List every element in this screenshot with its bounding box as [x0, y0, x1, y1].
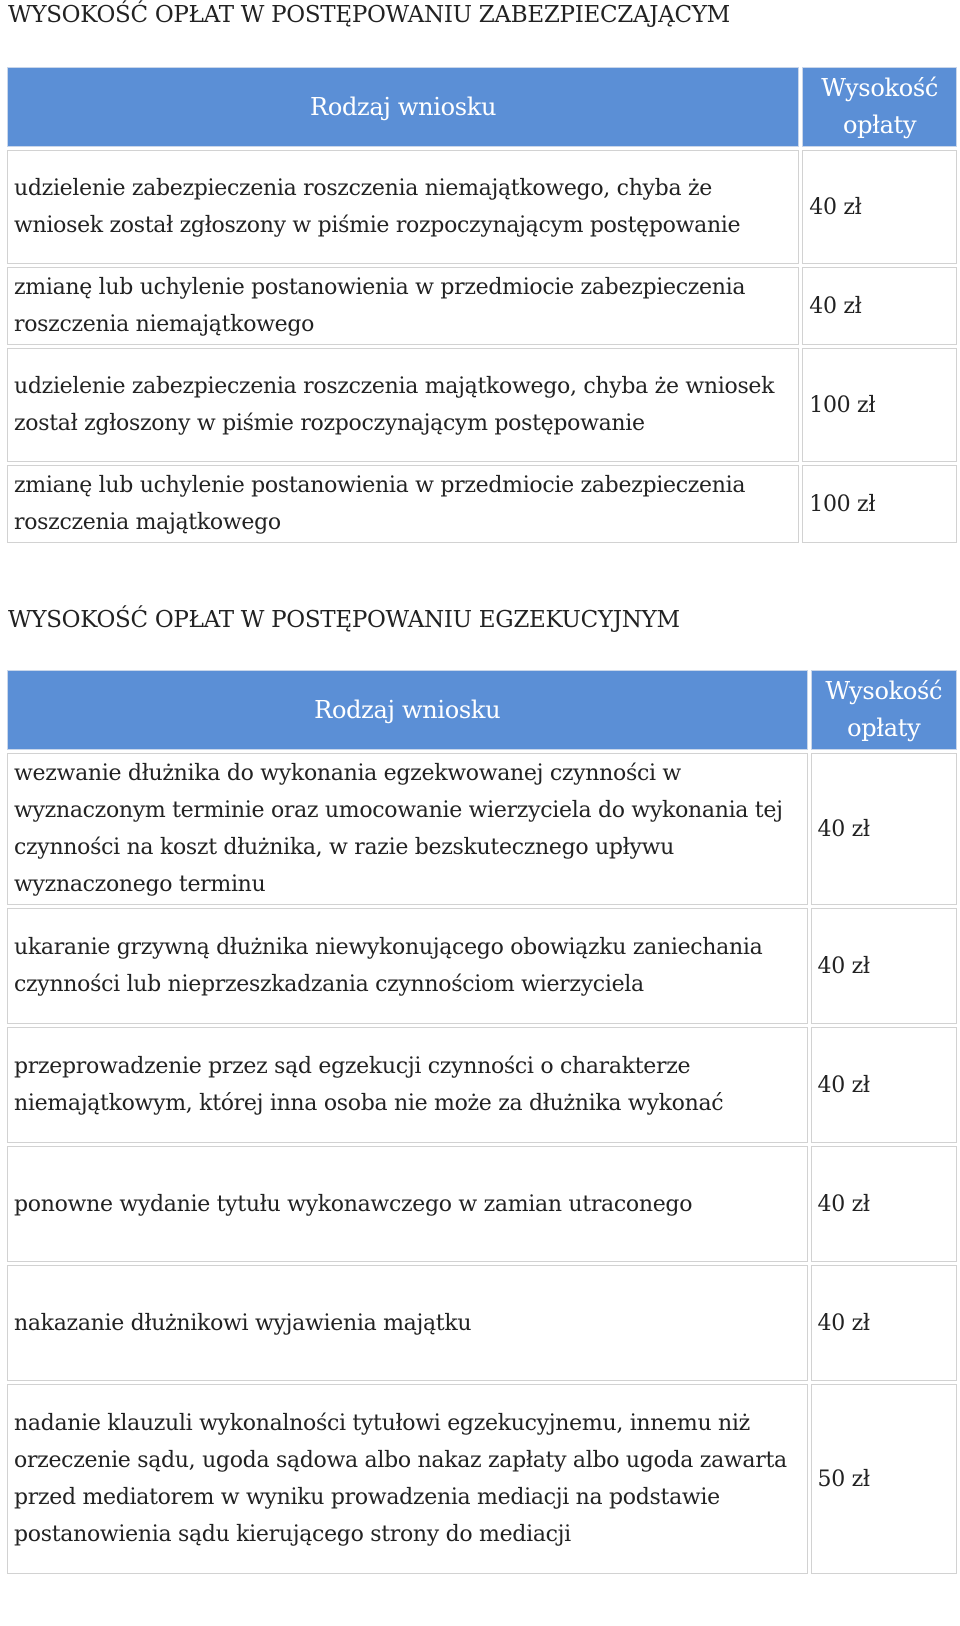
- table-row: [7, 1265, 957, 1381]
- column-header-type: Rodzaj wniosku: [7, 670, 808, 750]
- row-type: nadanie klauzuli wykonalności tytułowi egzekucyjnemu, innemu niż orzeczenie sądu, ugoda sądowa albo nakaz zapłaty albo ugoda zawarta przed mediatorem w wyniku prowadzenia mediacji na podstawie postanowienia sądu kierującego strony do mediacji: [7, 1384, 808, 1574]
- row-fee: 100 zł: [802, 348, 957, 462]
- row-fee: 40 zł: [811, 1027, 958, 1143]
- row-type: zmianę lub uchylenie postanowienia w przedmiocie zabezpieczenia roszczenia niemajątkowego: [7, 267, 799, 345]
- row-type: udzielenie zabezpieczenia roszczenia majątkowego, chyba że wniosek został zgłoszony w piśmie rozpoczynającym postępowanie: [7, 348, 799, 462]
- row-type: ukaranie grzywną dłużnika niewykonującego obowiązku zaniechania czynności lub nieprzeszkadzania czynnościom wierzyciela: [7, 908, 808, 1024]
- table-row: [7, 465, 957, 543]
- row-fee: 40 zł: [802, 150, 957, 264]
- row-fee: 40 zł: [811, 1146, 958, 1262]
- row-fee: 40 zł: [811, 753, 958, 905]
- table-row: [7, 753, 957, 905]
- row-type: udzielenie zabezpieczenia roszczenia niemajątkowego, chyba że wniosek został zgłoszony w piśmie rozpoczynającym postępowanie: [7, 150, 799, 264]
- table-row: [7, 348, 957, 462]
- table-row: [7, 1384, 957, 1574]
- fees-table-egzekucyjne: [4, 667, 960, 1577]
- table-header-row: [7, 67, 957, 147]
- table-row: [7, 150, 957, 264]
- column-header-fee: Wysokość opłaty: [811, 670, 958, 750]
- row-fee: 100 zł: [802, 465, 957, 543]
- row-fee: 40 zł: [811, 1265, 958, 1381]
- row-fee: 40 zł: [802, 267, 957, 345]
- table-row: [7, 1146, 957, 1262]
- row-type: ponowne wydanie tytułu wykonawczego w zamian utraconego: [7, 1146, 808, 1262]
- column-header-type: Rodzaj wniosku: [7, 67, 799, 147]
- table-row: [7, 1027, 957, 1143]
- table-header-row: [7, 670, 957, 750]
- section-title-zabezpieczajace: WYSOKOŚĆ OPŁAT W POSTĘPOWANIU ZABEZPIECZAJĄCYM: [8, 2, 730, 28]
- fees-table-zabezpieczajace: [4, 64, 960, 546]
- column-header-fee: Wysokość opłaty: [802, 67, 957, 147]
- row-type: nakazanie dłużnikowi wyjawienia majątku: [7, 1265, 808, 1381]
- row-type: wezwanie dłużnika do wykonania egzekwowanej czynności w wyznaczonym terminie oraz umocowanie wierzyciela do wykonania tej czynności na koszt dłużnika, w razie bezskutecznego upływu wyznaczonego terminu: [7, 753, 808, 905]
- row-type: zmianę lub uchylenie postanowienia w przedmiocie zabezpieczenia roszczenia majątkowego: [7, 465, 799, 543]
- row-fee: 40 zł: [811, 908, 958, 1024]
- section-title-egzekucyjne: WYSOKOŚĆ OPŁAT W POSTĘPOWANIU EGZEKUCYJNYM: [8, 607, 680, 633]
- row-fee: 50 zł: [811, 1384, 958, 1574]
- table-row: [7, 908, 957, 1024]
- table-row: [7, 267, 957, 345]
- row-type: przeprowadzenie przez sąd egzekucji czynności o charakterze niemajątkowym, której inna osoba nie może za dłużnika wykonać: [7, 1027, 808, 1143]
